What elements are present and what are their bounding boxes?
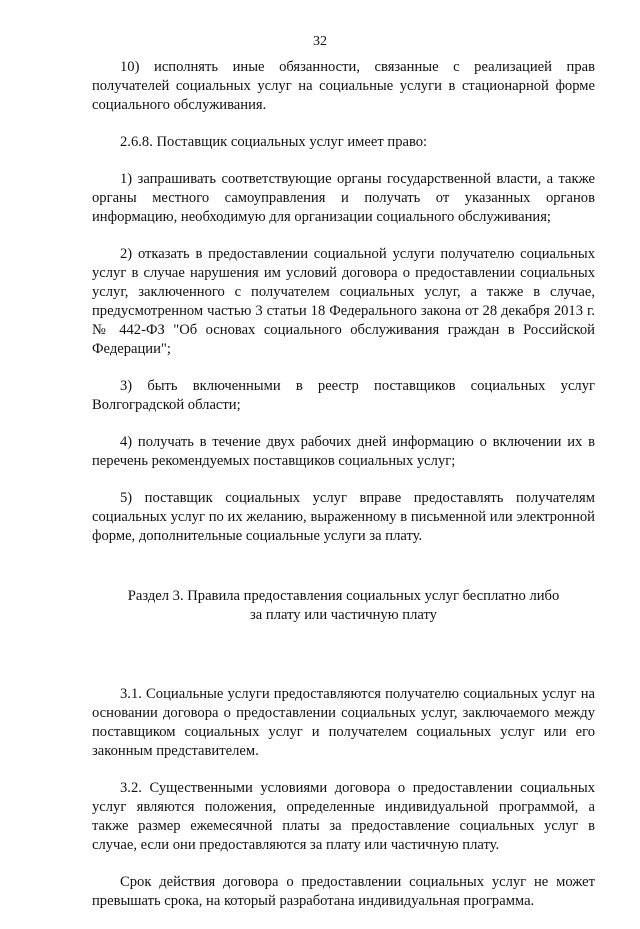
- section-3-title: [92, 587, 595, 625]
- section-title-line-1: Раздел 3. Правила предоставления социальных услуг бесплатно либо: [127, 588, 560, 604]
- right-item-1: 1) запрашивать соответствующие органы государственной власти, а также органы местного самоуправления и получать от указанных органов информацию, необходимую для организации социального обслуживания;: [92, 171, 595, 225]
- right-item-4: 4) получать в течение двух рабочих дней информацию о включении их в перечень рекомендуемых поставщиков социальных услуг;: [92, 434, 595, 469]
- right-item-5: 5) поставщик социальных услуг вправе предоставлять получателям социальных услуг по их желанию, выраженному в письменной или электронной форме, дополнительные социальные услуги за плату.: [92, 490, 595, 544]
- clause-2-6-8-heading: 2.6.8. Поставщик социальных услуг имеет право:: [120, 134, 428, 150]
- clause-10-duties: 10) исполнять иные обязанности, связанные с реализацией прав получателей социальных услуг на социальные услуги в стационарной форме социального обслуживания.: [92, 59, 595, 113]
- contract-term-paragraph: Срок действия договора о предоставлении социальных услуг не может превышать срока, на который разработана индивидуальная программа.: [92, 874, 595, 909]
- clause-3-1: 3.1. Социальные услуги предоставляются получателю социальных услуг на основании договора о предоставлении социальных услуг, заключаемого между поставщиком социальных услуг и получателем социальных услуг или его законным представителем.: [92, 686, 595, 759]
- section-title-line-2: за плату или частичную плату: [250, 607, 437, 623]
- right-item-2: 2) отказать в предоставлении социальной услуги получателю социальных услуг в случае нарушения им условий договора о предоставлении социальных услуг, заключенного с получателем социальных услуг, а также в случае, предусмотренном частью 3 статьи 18 Федерального закона от 28 декабря 2013 г. № 442-ФЗ "Об основах социального обслуживания граждан в Российской Федерации";: [92, 246, 595, 357]
- right-item-3: 3) быть включенными в реестр поставщиков социальных услуг Волгоградской области;: [92, 378, 595, 413]
- page-number: 32: [313, 34, 327, 49]
- page-content: [92, 58, 595, 929]
- clause-3-2: 3.2. Существенными условиями договора о предоставлении социальных услуг являются положения, определенные индивидуальной программой, а также размер ежемесячной платы за предоставление социальных услуг в случае, если они предоставляются за плату или частичную плату.: [92, 780, 595, 853]
